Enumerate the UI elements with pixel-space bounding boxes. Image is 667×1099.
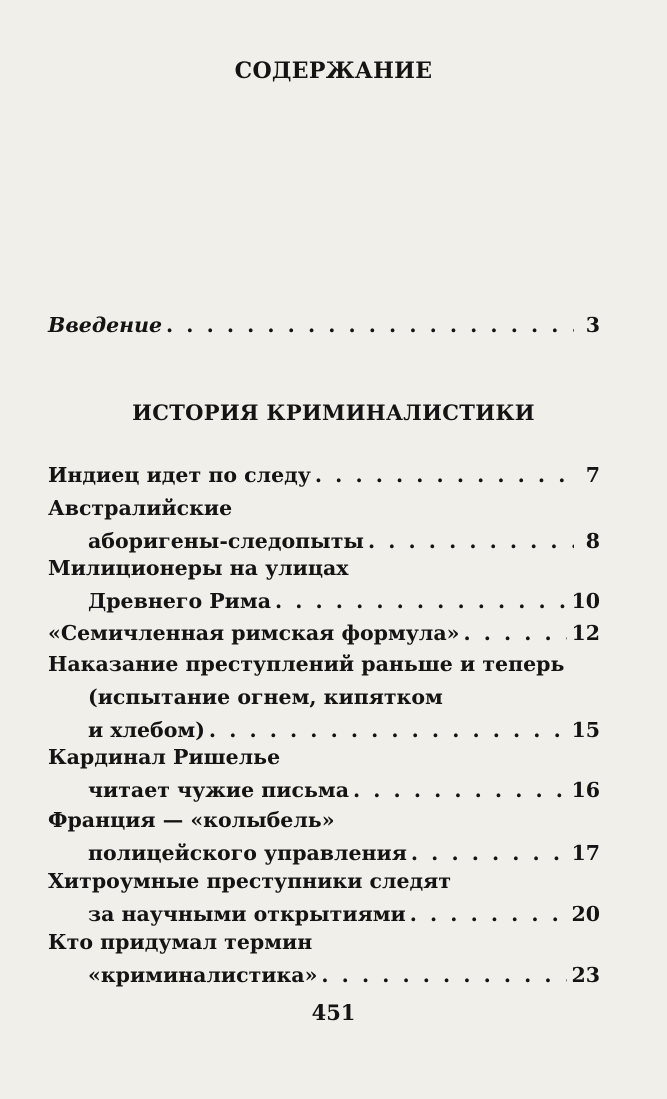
- dot-leader: [315, 459, 574, 492]
- toc-entry-line: [48, 617, 600, 650]
- toc-entry[interactable]: [48, 741, 600, 807]
- toc-entry-page: 17: [571, 841, 600, 865]
- toc-entry-page: 10: [571, 589, 600, 613]
- toc-entry[interactable]: [48, 459, 600, 492]
- toc-entry-line: [48, 585, 600, 618]
- toc-entry-page: 15: [571, 718, 600, 742]
- toc-entry-page: 8: [585, 529, 600, 553]
- toc-entry[interactable]: [48, 804, 600, 870]
- toc-entry-line: [48, 959, 600, 992]
- dot-leader: [353, 774, 567, 807]
- toc-entry-text: Милиционеры на улицах: [48, 556, 349, 580]
- toc-entry-text: полицейского управления: [88, 841, 407, 865]
- toc-entry-text: (испытание огнем, кипятком: [88, 685, 443, 709]
- toc-entry-page: 16: [571, 778, 600, 802]
- toc-entry[interactable]: [48, 648, 600, 747]
- toc-entry-text: Введение: [48, 313, 163, 337]
- toc-entry-text: Австралийские: [48, 496, 233, 520]
- toc-entry-text: Франция — «колыбель»: [48, 808, 335, 832]
- dot-leader: [321, 959, 567, 992]
- toc-entry-page: 23: [571, 963, 600, 987]
- toc-entry[interactable]: [48, 926, 600, 992]
- toc-entry-line: [48, 681, 600, 714]
- toc-entry-text: Индиец идет по следу: [48, 463, 311, 487]
- toc-entry-line: [48, 492, 600, 525]
- toc-entry-text: и хлебом): [88, 718, 205, 742]
- toc-entry-line: [48, 648, 600, 681]
- toc-entry-text: аборигены-следопыты: [88, 529, 364, 553]
- toc-entry-page: 7: [585, 463, 600, 487]
- toc-entry-page: 3: [585, 313, 600, 337]
- page-number: 451: [311, 1000, 356, 1025]
- toc-entry-intro[interactable]: [48, 309, 600, 342]
- dot-leader: [166, 309, 574, 342]
- toc-entry-text: Кардинал Ришелье: [48, 745, 281, 769]
- toc-entry-page: 20: [571, 902, 600, 926]
- toc-entry-text: «криминалистика»: [88, 963, 318, 987]
- toc-entry-line: [48, 804, 600, 837]
- toc-entry-line: [48, 865, 600, 898]
- toc-entry[interactable]: [48, 865, 600, 931]
- toc-entry[interactable]: [48, 617, 600, 650]
- dot-leader: [463, 617, 567, 650]
- toc-entry-text: читает чужие письма: [88, 778, 349, 802]
- toc-entry-line: [48, 309, 600, 342]
- toc-entry[interactable]: [48, 492, 600, 558]
- toc-entry-text: Наказание преступлений раньше и теперь: [48, 652, 565, 676]
- toc-entry-text: Кто придумал термин: [48, 930, 313, 954]
- dot-leader: [275, 585, 567, 618]
- section-title: ИСТОРИЯ КРИМИНАЛИСТИКИ: [132, 400, 535, 425]
- toc-entry[interactable]: [48, 552, 600, 618]
- toc-entry-page: 12: [571, 621, 600, 645]
- toc-entry-text: Древнего Рима: [88, 589, 271, 613]
- toc-entry-text: за научными открытиями: [88, 902, 406, 926]
- toc-entry-line: [48, 459, 600, 492]
- toc-entry-line: [48, 926, 600, 959]
- toc-entry-line: [48, 552, 600, 585]
- toc-entry-line: [48, 741, 600, 774]
- toc-entry-text: «Семичленная римская формула»: [48, 621, 460, 645]
- toc-entry-text: Хитроумные преступники следят: [48, 869, 452, 893]
- toc-entry-line: [48, 774, 600, 807]
- contents-title: СОДЕРЖАНИЕ: [234, 58, 433, 84]
